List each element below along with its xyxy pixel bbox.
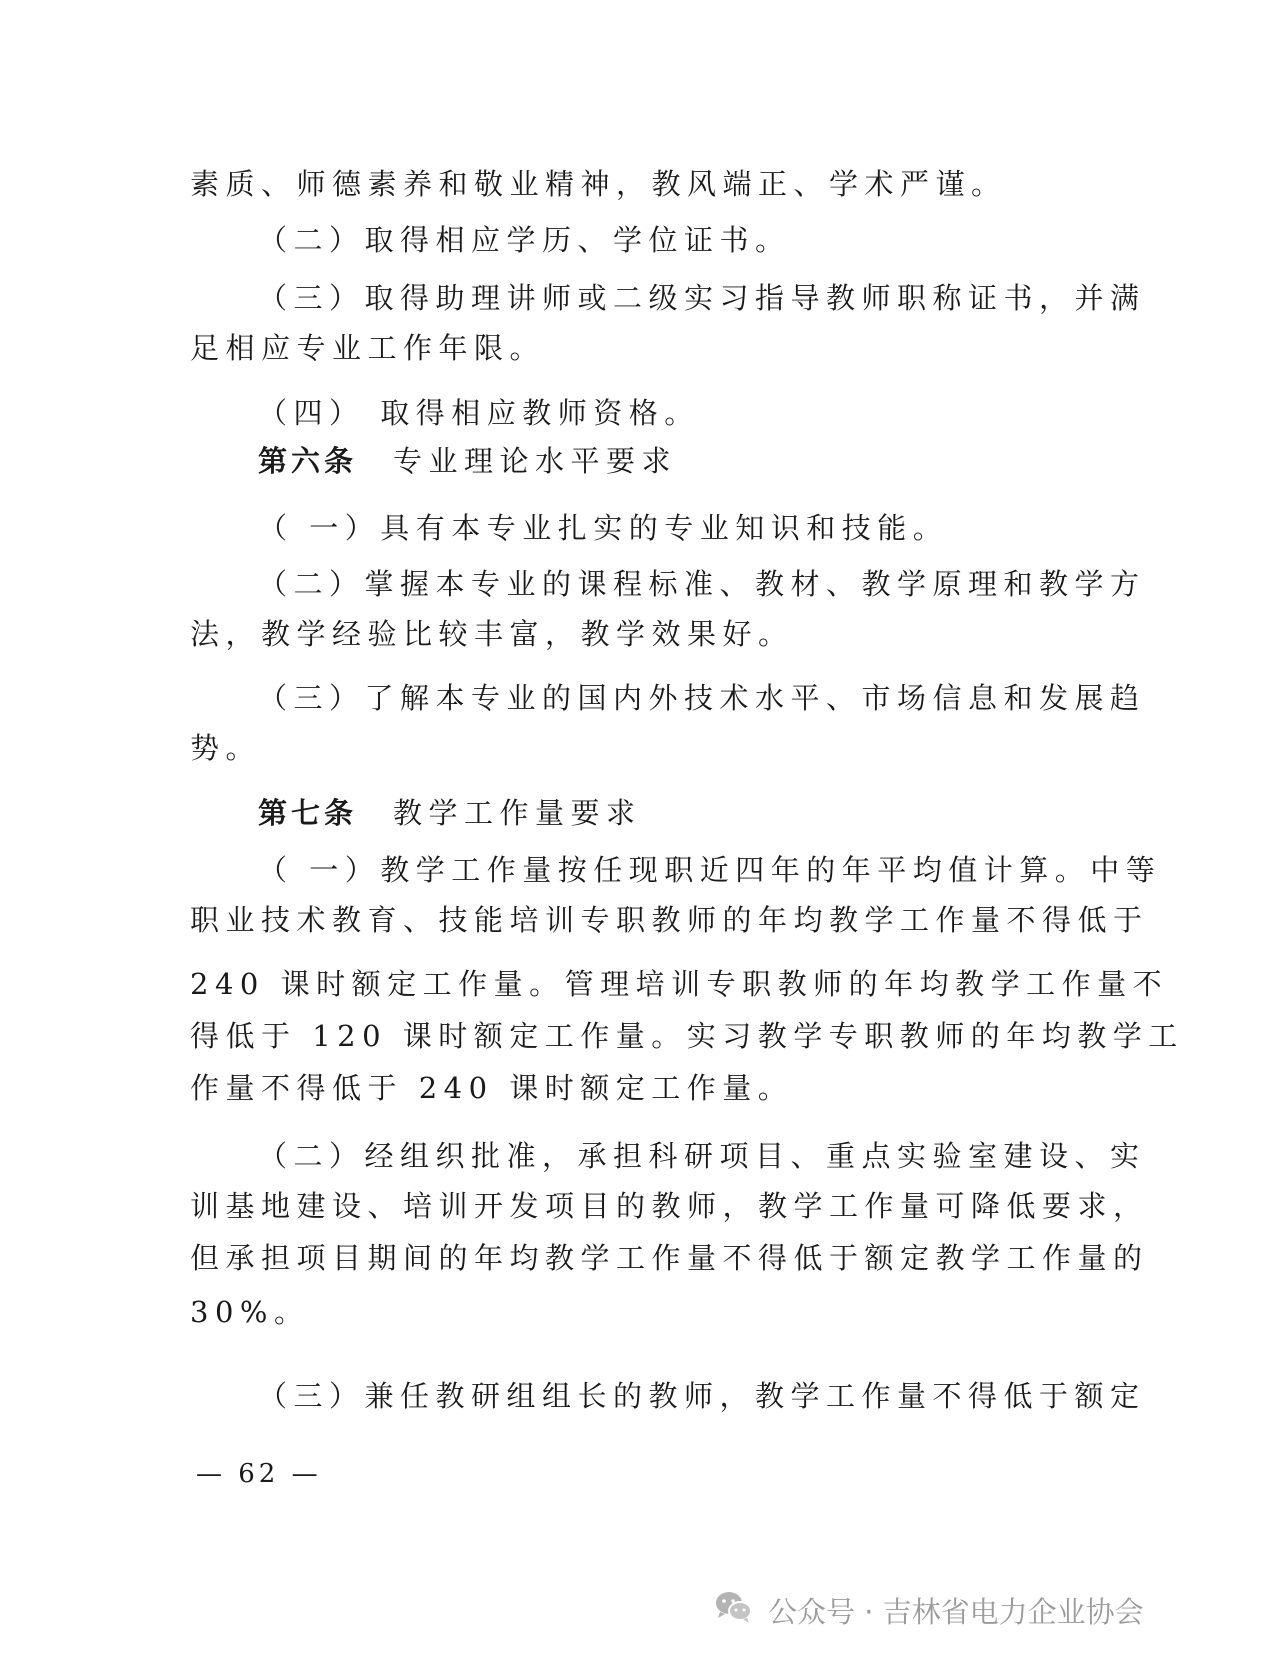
article-title: 教学工作量要求 — [393, 796, 642, 830]
body-line: 240 课时额定工作量。管理培训专职教师的年均教学工作量不 — [190, 967, 1169, 1001]
body-line: （ 一）教学工作量按任现职近四年的年平均值计算。中等 — [258, 853, 1162, 887]
body-line: （三）了解本专业的国内外技术水平、市场信息和发展趋 — [258, 681, 1146, 715]
body-line: （二）经组织批准，承担科研项目、重点实验室建设、实 — [258, 1139, 1146, 1173]
body-line: 但承担项目期间的年均教学工作量不得低于额定教学工作量的 — [190, 1241, 1149, 1275]
body-line: 足相应专业工作年限。 — [190, 331, 546, 365]
article-number: 第七条 — [258, 796, 358, 830]
body-line: 30%。 — [190, 1295, 310, 1329]
wechat-icon — [714, 1590, 768, 1631]
article-heading — [258, 795, 642, 831]
body-line: 素质、师德素养和敬业精神，教风端正、学术严谨。 — [190, 167, 1007, 201]
body-line: 训基地建设、培训开发项目的教师，教学工作量可降低要求， — [190, 1189, 1149, 1223]
body-line: 作量不得低于 240 课时额定工作量。 — [190, 1071, 794, 1105]
body-line: （四） 取得相应教师资格。 — [258, 396, 700, 430]
watermark-text: 公众号 · 吉林省电力企业协会 — [768, 1594, 1144, 1629]
body-line: （三）取得助理讲师或二级实习指导教师职称证书，并满 — [258, 281, 1146, 315]
body-line: 职业技术教育、技能培训专职教师的年均教学工作量不得低于 — [190, 903, 1149, 937]
body-line: （二）取得相应学历、学位证书。 — [258, 223, 791, 257]
body-line: 法，教学经验比较丰富，教学效果好。 — [190, 617, 794, 651]
body-line: （三）兼任教研组组长的教师，教学工作量不得低于额定 — [258, 1379, 1146, 1413]
article-number: 第六条 — [258, 444, 358, 478]
watermark — [714, 1590, 1144, 1630]
body-line: （二）掌握本专业的课程标准、教材、教学原理和教学方 — [258, 567, 1146, 601]
body-line: 得低于 120 课时额定工作量。实习教学专职教师的年均教学工 — [190, 1019, 1184, 1053]
page-number: — 62 — — [196, 1459, 322, 1489]
article-heading — [258, 443, 677, 479]
article-title: 专业理论水平要求 — [393, 444, 678, 478]
body-line: 势。 — [190, 731, 262, 765]
body-line: （ 一）具有本专业扎实的专业知识和技能。 — [258, 511, 949, 545]
